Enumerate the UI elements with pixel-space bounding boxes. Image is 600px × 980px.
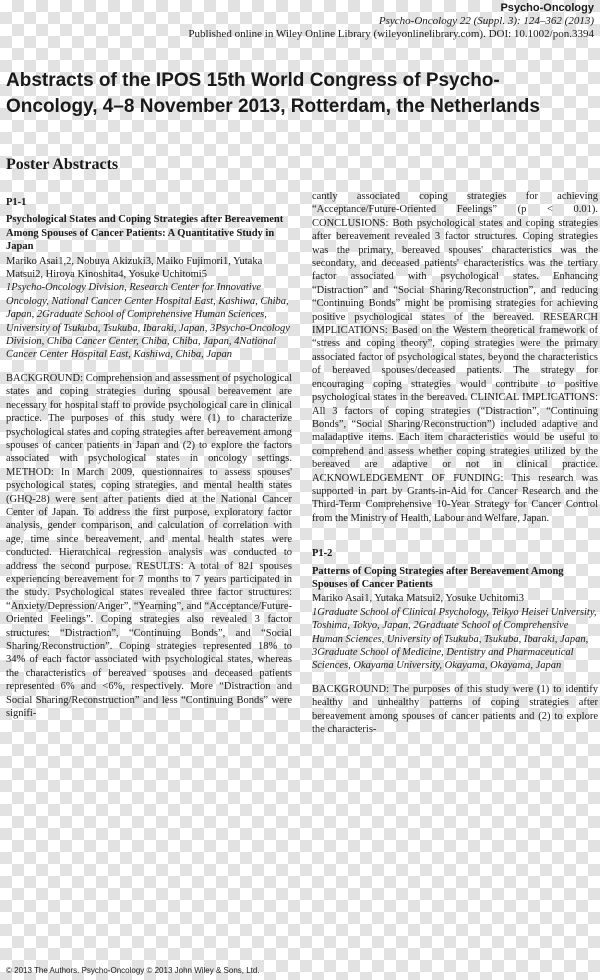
- abstract-1-id: P1-1: [6, 197, 27, 208]
- journal-tag: Psycho-Oncology: [500, 2, 594, 14]
- citation-line: Psycho-Oncology 22 (Suppl. 3): 124–362 (2013): [378, 15, 594, 27]
- abstract-1-affiliations: 1Psycho-Oncology Division, Research Center for Innovative Oncology, National Cancer Center Hospital East, Kashiwa, Chiba, Japan, 2Graduate School of Comprehensive Human Sciences, University of Tsukuba, Tsukuba, Ibaraki, Japan, 3Psycho-Oncology Division, Chiba Cancer Center, Chiba, Chiba, Japan, 4National Cancer Center Hospital East, Kashiwa, Chiba, Japan: [6, 282, 290, 361]
- abstract-2-title: Patterns of Coping Strategies after Bereavement Among Spouses of Cancer Patients: [312, 565, 564, 590]
- footer-copyright: © 2013 The Authors. Psycho-Oncology © 2013 John Wiley & Sons, Ltd.: [6, 966, 260, 975]
- page-title: Abstracts of the IPOS 15th World Congress of Psycho-Oncology, 4–8 November 2013, Rotterdam, the Netherlands: [6, 70, 540, 117]
- abstract-2-authors: Mariko Asai1, Yutaka Matsui2, Yosuke Uchitomi3: [312, 593, 524, 605]
- abstract-1-body-left: BACKGROUND: Comprehension and assessment of psychological states and coping strategies during spousal bereavement are necessary for hospital staff to provide psychological care in clinical practice. The purposes of this study were (1) to characterize psychological states and coping strategies after bereavement among spouses of cancer patients in Japan and (2) to explore the factors associated with psychological states in oncology settings. METHOD: In March 2009, questionnaires to assess spouses' psychological states, coping strategies, and mental health states (GHQ-28) were sent after patients died at the National Cancer Center of Japan. To address the first purpose, exploratory factor analysis, gender comparison, and calculation of correlation with age, time since bereavement, and mental health states were conducted. Hierarchical regression analysis was conducted to address the second purpose. RESULTS: A total of 821 spouses experiencing bereavement for 7 months to 7 years participated in the study. Psychological states revealed three factor structures: “Anxiety/Depression/Anger”, “Yearning”, and “Acceptance/Future-Oriented Feelings”. Coping strategies also revealed 3 factor structures: “Distraction”, “Continuing Bonds”, and “Social Sharing/Reconstruction”. Coping strategies represented 18% to 34% of each factor associated with psychological states, whereas the characteristics of bereaved spouses and deceased patients represented 6% and <6%, respectively. More “Distraction and Social Sharing/Reconstruction” and less “Continuing Bonds” were signifi-: [6, 372, 292, 720]
- right-column: [312, 190, 598, 736]
- left-column: [6, 196, 292, 720]
- abstract-2-affiliations: 1Graduate School of Clinical Psychology, Teikyo Heisei University, Toshima, Tokyo, Japan, 2Graduate School of Comprehensive Human Sciences, University of Tsukuba, Tsukuba, Ibaraki, Japan, 3Graduate School of Medicine, Dentistry and Pharmaceutical Sciences, Okayama University, Okayama, Okayama, Japan: [312, 606, 597, 672]
- abstract-2-body: BACKGROUND: The purposes of this study were (1) to identify healthy and unhealthy patterns of coping strategies after bereavement among spouses of cancer patients and (2) to explore the characteris-: [312, 683, 598, 736]
- published-line: Published online in Wiley Online Library (wileyonlinelibrary.com). DOI: 10.1002/pon.3394: [188, 28, 594, 40]
- abstract-1-body-right: cantly associated coping strategies for achieving “Acceptance/Future-Oriented Feelings” (p < 0.01). CONCLUSIONS: Both psychological states and coping strategies after bereavement revealed 3 factor structures. Coping strategies was the primary, bereaved spouses' characteristics was the secondary, and deceased patients' characteristics was the tertiary factor associated with psychological states. Enhancing “Distraction” and “Social Sharing/Reconstruction”, and reducing “Continuing Bonds” might be promising strategies for achieving positive psychological states of the bereaved. RESEARCH IMPLICATIONS: Based on the Western theoretical framework of “stress and coping theory”, coping strategies were the primary associated factor of psychological states, beyond the characteristics of bereaved spouses/deceased patients. The strategy for encouraging coping strategies would contribute to positive psychological states in the bereaved. CLINICAL IMPLICATIONS: All 3 factors of coping strategies (“Distraction”, “Continuing Bonds”, “Social Sharing/Reconstruction”) included adaptive and maladaptive items. Each item characteristics would be useful to comprehend and assess whether coping strategies utilized by the bereaved are adaptive or not in clinical practice. ACKNOWLEDGEMENT OF FUNDING: This research was supported in part by Grants-in-Aid for Cancer Research and the Third-Term Comprehensive 10-Year Strategy for Cancer Control from the Ministry of Health, Labour and Welfare, Japan.: [312, 191, 598, 524]
- abstract-1-authors: Mariko Asai1,2, Nobuya Akizuki3, Maiko Fujimori1, Yutaka Matsui2, Hiroya Kinoshita4, Yosuke Uchitomi5: [6, 255, 263, 281]
- abstract-1-title: Psychological States and Coping Strategies after Bereavement Among Spouses of Cancer Patients: A Quantitative Study in Japan: [6, 214, 284, 253]
- section-title: Poster Abstracts: [6, 156, 119, 173]
- abstract-2-id: P1-2: [312, 548, 333, 560]
